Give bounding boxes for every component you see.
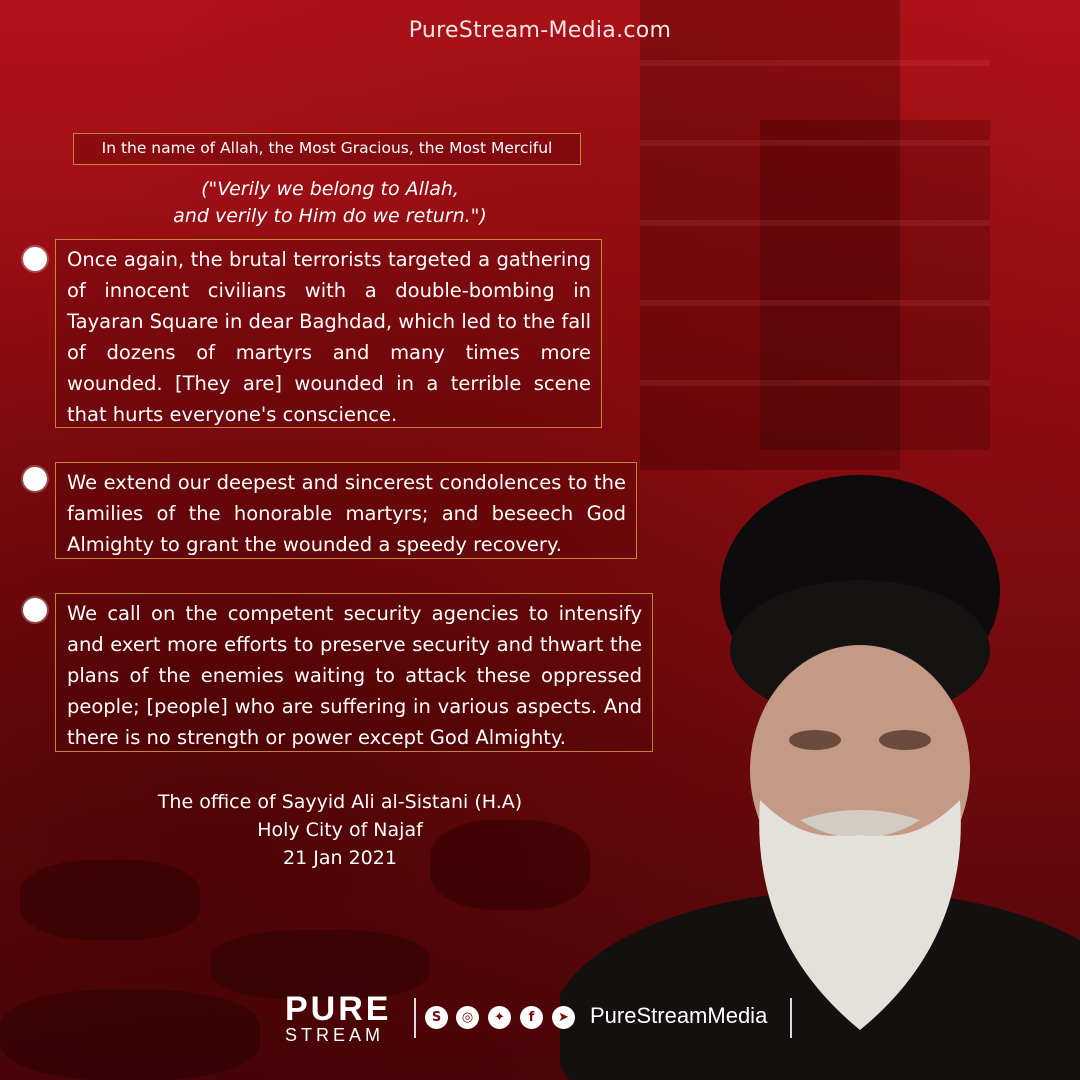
building-floor-line — [640, 220, 990, 226]
telegram-icon[interactable]: ➤ — [552, 1006, 575, 1029]
bullet-circle-icon — [23, 247, 47, 271]
quote-line-2: and verily to Him do we return.") — [173, 205, 487, 227]
signature-block — [130, 788, 550, 872]
bismillah-box: In the name of Allah, the Most Gracious, the Most Merciful — [73, 133, 581, 165]
skype-icon[interactable]: S — [425, 1006, 448, 1029]
logo-word-stream: STREAM — [285, 1025, 385, 1045]
quranic-quote — [100, 176, 560, 230]
social-handle[interactable]: PureStreamMedia — [590, 1003, 768, 1028]
building-floor-line — [640, 300, 990, 306]
twitter-icon[interactable]: ✦ — [488, 1006, 511, 1029]
instagram-icon[interactable]: ◎ — [456, 1006, 479, 1029]
debris-shape — [20, 860, 200, 940]
statement-point-1: Once again, the brutal terrorists targeted a gathering of innocent civilians with a double-bombing in Tayaran Square in dear Baghdad, which led to the fall of dozens of martyrs and many times more wounded. [They are] wounded in a terrible scene that hurts everyone's conscience. — [55, 239, 602, 428]
pure-stream-logo — [285, 992, 405, 1044]
site-url: PureStream-Media.com — [408, 18, 672, 43]
building-silhouette-rear — [760, 120, 990, 450]
statement-point-2: We extend our deepest and sincerest condolences to the families of the honorable martyrs; and beseech God Almighty to grant the wounded a speedy recovery. — [55, 462, 637, 559]
debris-shape — [0, 990, 260, 1080]
cleric-portrait — [560, 470, 1080, 1080]
footer-divider — [790, 998, 792, 1038]
building-floor-line — [640, 60, 990, 66]
signature-date: 21 Jan 2021 — [283, 847, 397, 869]
facebook-icon[interactable]: f — [520, 1006, 543, 1029]
logo-word-pure: PURE — [285, 990, 392, 1028]
footer-divider — [414, 998, 416, 1038]
signature-office: The office of Sayyid Ali al-Sistani (H.A) — [157, 791, 523, 813]
signature-city: Holy City of Najaf — [257, 819, 423, 841]
building-floor-line — [640, 380, 990, 386]
statement-point-3: We call on the competent security agencies to intensify and exert more efforts to preserve security and thwart the plans of the enemies waiting to attack these oppressed people; [people] who are suffering in various aspects. And there is no strength or power except God Almighty. — [55, 593, 653, 752]
bullet-circle-icon — [23, 467, 47, 491]
building-floor-line — [640, 140, 990, 146]
bullet-circle-icon — [23, 598, 47, 622]
quote-line-1: ("Verily we belong to Allah, — [201, 178, 459, 200]
